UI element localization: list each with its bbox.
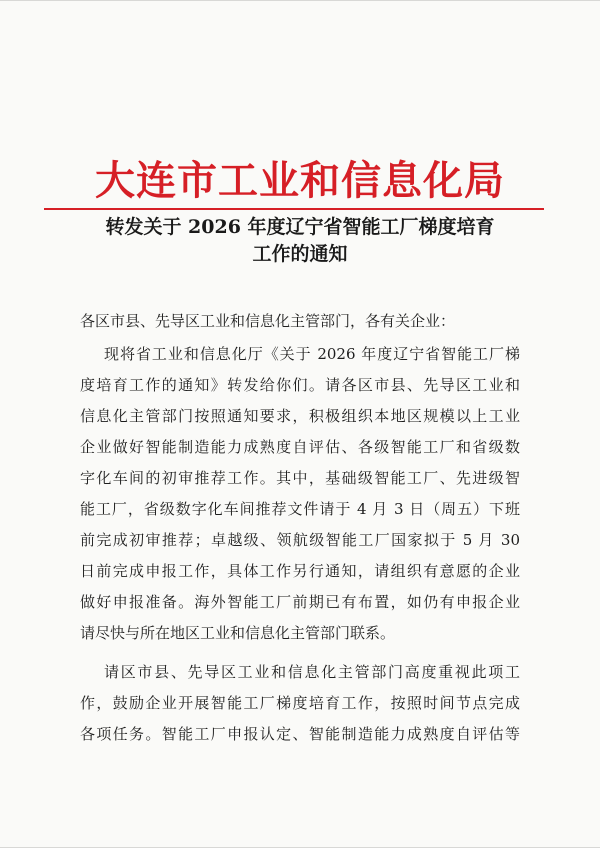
document-title-line-1: 转发关于 2026 年度辽宁省智能工厂梯度培育 (105, 216, 495, 238)
paragraph-1-line: 企业做好智能制造能力成熟度自评估、各级智能工厂和省级数 (80, 438, 520, 456)
salutation: 各区市县、先导区工业和信息化主管部门，各有关企业： (80, 312, 456, 330)
paragraph-1-line: 做好申报准备。海外智能工厂前期已有布置，如仍有申报企业 (80, 593, 520, 611)
document-title-line-2: 工作的通知 (252, 243, 348, 265)
paragraph-1-line: 前完成初审推荐；卓越级、领航级智能工厂国家拟于 5 月 30 (80, 531, 520, 549)
paragraph-1-line: 现将省工业和信息化厅《关于 2026 年度辽宁省智能工厂梯 (104, 345, 520, 363)
paragraph-1-line: 能工厂，省级数字化车间推荐文件请于 4 月 3 日（周五）下班 (80, 500, 520, 518)
paragraph-1-line: 请尽快与所在地区工业和信息化主管部门联系。 (80, 624, 396, 642)
masthead-title: 大连市工业和信息化局 (95, 158, 505, 204)
red-divider-rule (44, 208, 544, 210)
paragraph-2-line: 各项任务。智能工厂申报认定、智能制造能力成熟度自评估等 (80, 725, 520, 743)
document-title (0, 214, 600, 268)
paragraph-2-line: 请区市县、先导区工业和信息化主管部门高度重视此项工 (104, 663, 520, 681)
paragraph-1-line: 信息化主管部门按照通知要求，积极组织本地区规模以上工业 (80, 407, 520, 425)
paragraph-1-line: 字化车间的初审推荐工作。其中，基础级智能工厂、先进级智 (80, 469, 520, 487)
paragraph-1-line: 日前完成申报工作，具体工作另行通知，请组织有意愿的企业 (80, 562, 520, 580)
paragraph-2-line: 作，鼓励企业开展智能工厂梯度培育工作，按照时间节点完成 (80, 694, 520, 712)
paragraph-1-line: 度培育工作的通知》转发给你们。请各区市县、先导区工业和 (80, 376, 520, 394)
